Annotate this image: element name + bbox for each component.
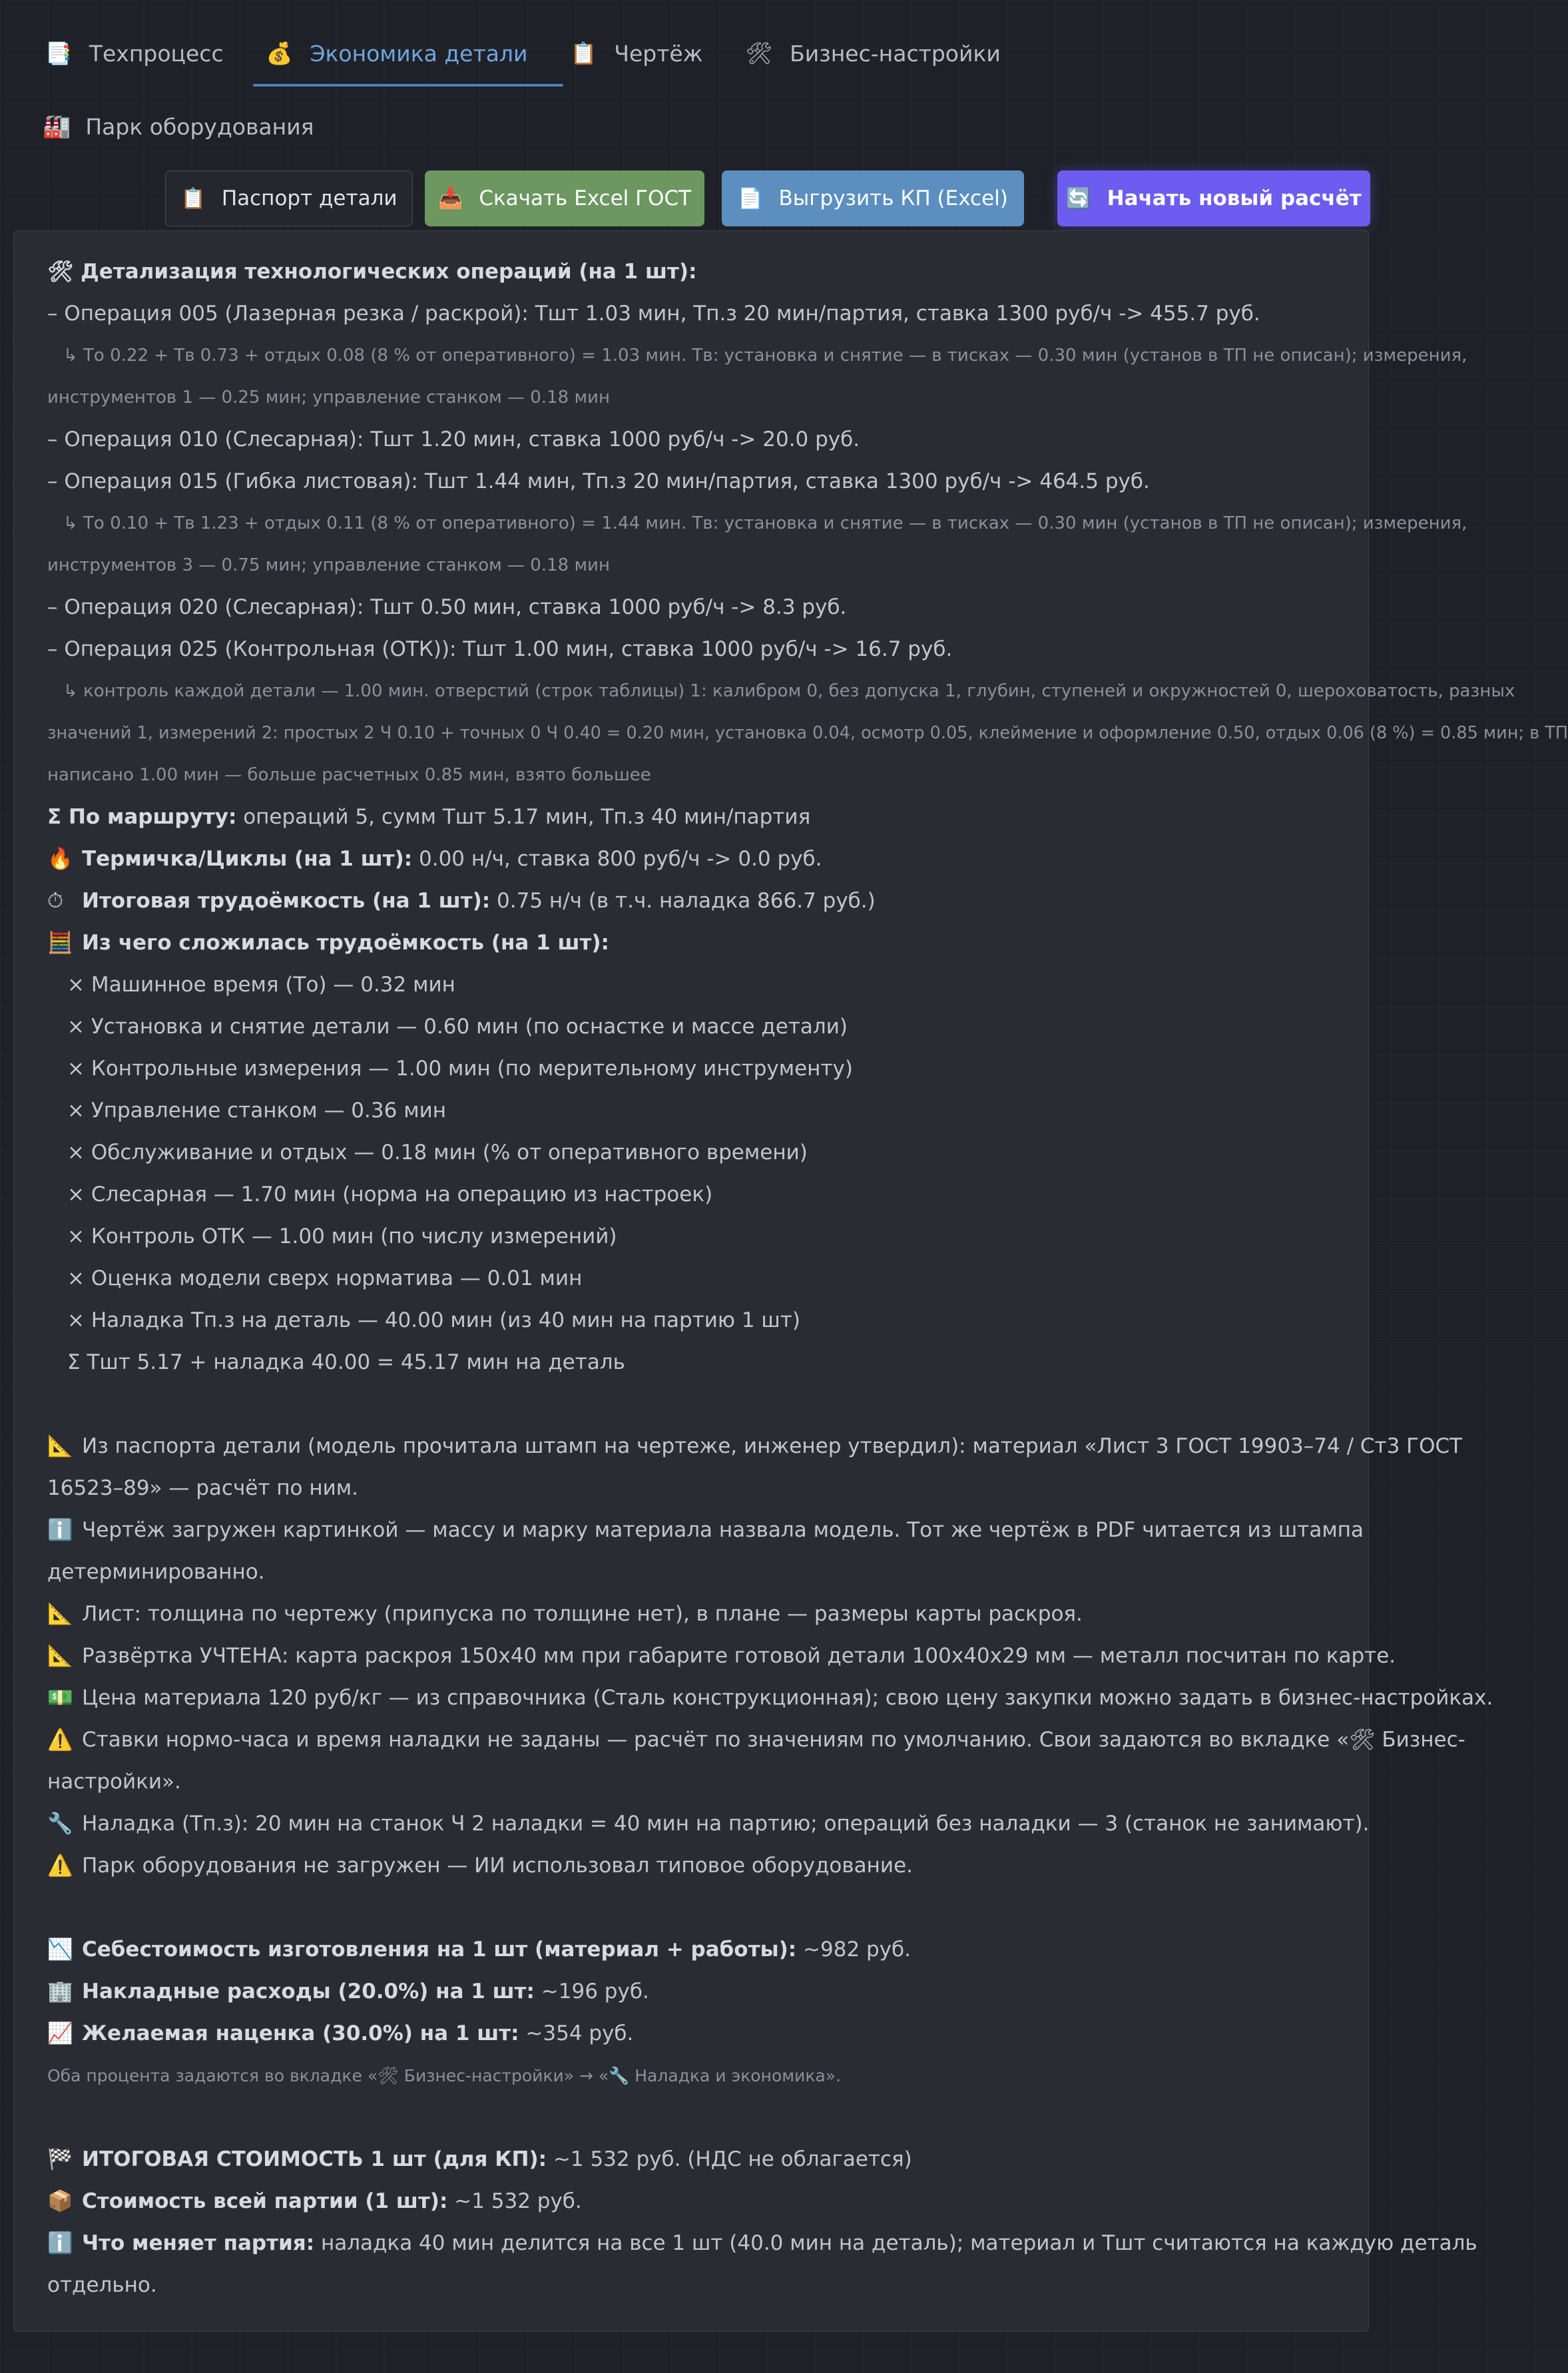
- breakdown-item: × Слесарная — 1.70 мин (норма на операцию из настроек): [67, 1183, 713, 1206]
- report-panel: [13, 230, 1568, 2332]
- clipboard-icon: 📋: [570, 41, 597, 66]
- labor-summary: [47, 880, 1348, 922]
- note-material-price: [47, 1677, 1493, 1719]
- breakdown-item: × Оценка модели сверх норматива — 0.01 мин: [67, 1266, 583, 1290]
- batch-effect-cont: отдельно.: [47, 2273, 157, 2297]
- note-sheet: [47, 1593, 1348, 1635]
- overhead-label: Накладные расходы (20.0%) на 1 шт:: [82, 1979, 535, 2003]
- overhead-value: ~196 руб.: [534, 1979, 649, 2003]
- tab-bar: [32, 20, 1030, 87]
- note-rates-default-cont: настройки».: [47, 1770, 181, 1794]
- warning-icon: ⚠️: [47, 1854, 73, 1878]
- labor-value: 0.75 н/ч (в т.ч. наладка 866.7 руб.): [490, 889, 876, 913]
- operations-title-text: Детализация технологических операций (на 1 шт):: [81, 260, 697, 284]
- tools-icon: 🛠: [47, 260, 74, 284]
- note-text: Лист: толщина по чертежу (припуска по толщине нет), в плане — размеры карты раскроя.: [82, 1602, 1083, 1626]
- tab-label: Техпроцесс: [89, 40, 224, 67]
- abacus-icon: 🧮: [47, 931, 73, 955]
- note-unfold: [47, 1635, 1396, 1677]
- breakdown-total: Σ Тшт 5.17 + наладка 40.00 = 45.17 мин на деталь: [67, 1350, 625, 1374]
- labor-breakdown-title: [47, 922, 1348, 964]
- passport-button-label: Паспорт детали: [221, 186, 397, 210]
- overhead-summary: [47, 1971, 1348, 2013]
- passport-button[interactable]: [165, 170, 413, 226]
- margin-label: Желаемая наценка (30.0%) на 1 шт:: [82, 2021, 519, 2045]
- breakdown-item: × Обслуживание и отдых — 0.18 мин (% от оперативного времени): [67, 1141, 808, 1165]
- operation-015: – Операция 015 (Гибка листовая): Тшт 1.44 мин, Тп.з 20 мин/партия, ставка 1300 руб/ч -> 464.5 руб.: [47, 469, 1150, 493]
- chart-down-icon: 📉: [47, 1938, 73, 1962]
- operation-025-detail: ↳ контроль каждой детали — 1.00 мин. отверстий (строк таблицы) 1: калибром 0, без допуска 1, глубин, ступеней и окружностей 0, шероховатость, разных: [63, 681, 1515, 701]
- note-text: Наладка (Тп.з): 20 мин на станок Ч 2 наладки = 40 мин на партию; операций без наладки — 3 (станок не занимают).: [82, 1812, 1370, 1836]
- tab-drawing[interactable]: [557, 20, 732, 87]
- note-passport: [47, 1426, 1463, 1467]
- ruler-icon: 📐: [47, 1602, 73, 1626]
- breakdown-item: × Установка и снятие детали — 0.60 мин (по оснастке и массе детали): [67, 1015, 848, 1039]
- money-bag-icon: 💰: [266, 41, 293, 66]
- operation-010: – Операция 010 (Слесарная): Тшт 1.20 мин, ставка 1000 руб/ч -> 20.0 руб.: [47, 427, 860, 451]
- tools-icon: 🛠: [745, 41, 773, 66]
- wrench-icon: 🔧: [47, 1812, 73, 1836]
- money-icon: 💵: [47, 1686, 73, 1710]
- note-text: Из паспорта детали (модель прочитала штамп на чертеже, инженер утвердил): материал «Лист 3 ГОСТ 19903–74 / Ст3 ГОСТ: [82, 1434, 1463, 1458]
- note-text: Чертёж загружен картинкой — массу и марку материала назвала модель. Тот же чертёж в PDF читается из штампа: [82, 1518, 1364, 1542]
- office-icon: 🏢: [47, 1979, 73, 2003]
- operation-015-detail-cont: инструментов 3 — 0.75 мин; управление станком — 0.18 мин: [47, 555, 610, 575]
- note-equipment: [47, 1845, 1348, 1887]
- tab-label: Чертёж: [614, 40, 703, 67]
- note-text: Цена материала 120 руб/кг — из справочника (Сталь конструкционная); свою цену закупки можно задать в бизнес-настройках.: [82, 1686, 1493, 1710]
- note-image-drawing-cont: детерминированно.: [47, 1560, 265, 1584]
- labor-label: Итоговая трудоёмкость (на 1 шт):: [82, 889, 491, 913]
- ruler-icon: 📐: [47, 1644, 73, 1668]
- fire-icon: 🔥: [47, 847, 73, 871]
- thermo-value: 0.00 н/ч, ставка 800 руб/ч -> 0.0 руб.: [412, 847, 822, 871]
- refresh-icon: 🔄: [1066, 186, 1091, 210]
- new-calculation-label: Начать новый расчёт: [1107, 186, 1362, 210]
- tab-economics[interactable]: [253, 20, 557, 87]
- download-excel-button[interactable]: [425, 170, 704, 226]
- document-icon: 📑: [45, 41, 72, 66]
- thermo-label: Термичка/Циклы (на 1 шт):: [82, 847, 413, 871]
- tab-label: Бизнес-настройки: [790, 40, 1001, 67]
- info-icon: ℹ️: [47, 1518, 73, 1542]
- batch-value: ~1 532 руб.: [447, 2189, 582, 2213]
- note-passport-cont: 16523–89» — расчёт по ним.: [47, 1476, 358, 1500]
- note-text: Ставки нормо-часа и время наладки не заданы — расчёт по значениям по умолчанию. Свои задаются во вкладке «🛠 Бизнес-: [82, 1728, 1465, 1752]
- note-text: Парк оборудования не загружен — ИИ использовал типовое оборудование.: [82, 1854, 913, 1878]
- batch-price: [47, 2181, 1348, 2223]
- batch-effect: [47, 2223, 1477, 2264]
- breakdown-item: × Контрольные измерения — 1.00 мин (по мерительному инструменту): [67, 1057, 853, 1081]
- download-excel-label: Скачать Excel ГОСТ: [479, 186, 692, 210]
- operation-015-detail: ↳ То 0.10 + Тв 1.23 + отдых 0.11 (8 % от оперативного) = 1.44 мин. Тв: установка и снятие — в тисках — 0.30 мин (установ в ТП не описан); измерения,: [63, 513, 1467, 533]
- thermo-summary: [47, 838, 1348, 880]
- route-summary-value: операций 5, сумм Тшт 5.17 мин, Тп.з 40 мин/партия: [236, 805, 811, 829]
- operation-005-detail-cont: инструментов 1 — 0.25 мин; управление станком — 0.18 мин: [47, 388, 610, 407]
- tab-business-settings[interactable]: [732, 20, 1029, 87]
- info-icon: ℹ️: [47, 2231, 73, 2255]
- operation-005: – Операция 005 (Лазерная резка / раскрой): Тшт 1.03 мин, Тп.з 20 мин/партия, ставка 1300 руб/ч -> 455.7 руб.: [47, 302, 1260, 326]
- operation-025: – Операция 025 (Контрольная (ОТК)): Тшт 1.00 мин, ставка 1000 руб/ч -> 16.7 руб.: [47, 637, 953, 661]
- note-rates-default: [47, 1719, 1465, 1761]
- cost-value: ~982 руб.: [796, 1938, 912, 1962]
- note-setup: [47, 1803, 1370, 1845]
- ruler-icon: 📐: [47, 1434, 73, 1458]
- warning-icon: ⚠️: [47, 1728, 73, 1752]
- percent-note: Оба процента задаются во вкладке «🛠 Бизнес-настройки» → «🔧 Наладка и экономика».: [47, 2066, 842, 2085]
- breakdown-item: × Контроль ОТК — 1.00 мин (по числу измерений): [67, 1224, 617, 1248]
- batch-effect-value: наладка 40 мин делится на все 1 шт (40.0 мин на деталь); материал и Тшт считаются на каждую деталь: [314, 2231, 1477, 2255]
- total-value: ~1 532 руб. (НДС не облагается): [547, 2147, 912, 2171]
- route-summary: [47, 796, 1348, 838]
- operation-025-detail-end: написано 1.00 мин — больше расчетных 0.85 мин, взято большее: [47, 765, 651, 785]
- equipment-park-toggle[interactable]: [43, 113, 314, 140]
- tab-techprocess[interactable]: [32, 20, 253, 87]
- download-icon: 📥: [437, 186, 463, 210]
- batch-effect-label: Что меняет партия:: [82, 2231, 315, 2255]
- note-text: Развёртка УЧТЕНА: карта раскроя 150x40 мм при габарите готовой детали 100x40x29 мм — металл посчитан по карте.: [82, 1644, 1396, 1668]
- batch-label: Стоимость всей партии (1 шт):: [82, 2189, 448, 2213]
- export-kp-label: Выгрузить КП (Excel): [778, 186, 1008, 210]
- cost-label: Себестоимость изготовления на 1 шт (материал + работы):: [82, 1938, 797, 1962]
- export-kp-button[interactable]: [722, 170, 1024, 226]
- checkered-flag-icon: 🏁: [47, 2147, 73, 2171]
- package-icon: 📦: [47, 2189, 73, 2213]
- operations-title: [47, 251, 1348, 293]
- breakdown-item: × Наладка Тп.з на деталь — 40.00 мин (из 40 мин на партию 1 шт): [67, 1308, 800, 1332]
- equipment-park-label: Парк оборудования: [85, 113, 314, 140]
- total-price: [47, 2139, 1348, 2181]
- operation-005-detail: ↳ То 0.22 + Тв 0.73 + отдых 0.08 (8 % от оперативного) = 1.03 мин. Тв: установка и снятие — в тисках — 0.30 мин (установ в ТП не описан); измерения,: [63, 346, 1467, 366]
- document-icon: 📄: [738, 186, 763, 210]
- operation-020: – Операция 020 (Слесарная): Тшт 0.50 мин, ставка 1000 руб/ч -> 8.3 руб.: [47, 595, 847, 619]
- factory-icon: 🏭: [43, 113, 71, 140]
- chart-up-icon: 📈: [47, 2021, 73, 2045]
- new-calculation-button[interactable]: [1057, 170, 1370, 226]
- stopwatch-icon: ⏱: [47, 889, 64, 913]
- margin-value: ~354 руб.: [519, 2021, 634, 2045]
- breakdown-item: × Управление станком — 0.36 мин: [67, 1099, 446, 1123]
- note-image-drawing: [47, 1509, 1364, 1551]
- labor-breakdown-label: Из чего сложилась трудоёмкость (на 1 шт):: [82, 931, 609, 955]
- operation-025-detail-cont: значений 1, измерений 2: простых 2 Ч 0.10 + точных 0 Ч 0.40 = 0.20 мин, установка 0.04, осмотр 0.05, клеймение и оформление 0.50, отдых 0.06 (8 %) = 0.85 мин; в ТП: [47, 723, 1568, 743]
- cost-summary: [47, 1929, 1348, 1971]
- margin-summary: [47, 2013, 1348, 2055]
- breakdown-item: × Машинное время (То) — 0.32 мин: [67, 973, 455, 997]
- total-label: ИТОГОВАЯ СТОИМОСТЬ 1 шт (для КП):: [82, 2147, 547, 2171]
- route-summary-label: Σ По маршруту:: [47, 805, 237, 829]
- clipboard-icon: 📋: [180, 186, 206, 210]
- tab-label: Экономика детали: [310, 40, 528, 67]
